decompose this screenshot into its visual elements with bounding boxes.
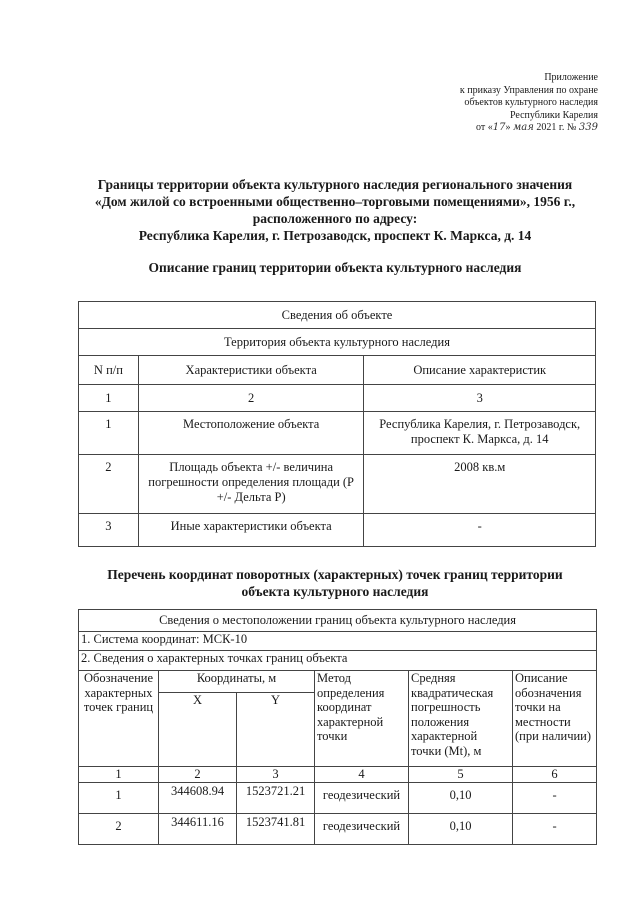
header-x: X [159,693,237,767]
approval-line: Республики Карелия [509,109,598,121]
point-error: 0,10 [409,813,513,844]
point-description: - [513,782,597,813]
numbering-cell: 1 [79,385,139,412]
header-coordinates: Координаты, м [159,671,315,693]
coords-table-title: Сведения о местоположении границ объекта культурного наследия [79,610,597,632]
section1-title: Описание границ территории объекта культурного наследия [148,260,522,275]
heading-line: Границы территории объекта культурного наследия регионального значения [97,177,573,192]
table-row [79,782,597,813]
date-prefix: от « [476,122,493,133]
row-characteristic: Площадь объекта +/- величина погрешности определения площади (P +/- Дельта P) [138,455,364,514]
row-description: 2008 кв.м [364,455,596,514]
numbering-cell: 3 [364,385,596,412]
point-error: 0,10 [409,782,513,813]
coord-x: 344611.16 [159,813,237,844]
table-row [79,813,597,844]
approval-line: Приложение [544,72,598,83]
numbering-cell: 5 [409,767,513,783]
date-year: 2021 г. № [536,122,577,133]
numbering-cell: 6 [513,767,597,783]
header-cell: N п/п [79,356,139,385]
table-row [79,455,596,514]
header-description: Описание обозначения точки на местности (при наличии) [513,671,597,767]
row-characteristic: Иные характеристики объекта [138,514,364,547]
section2-title-line: Перечень координат поворотных (характерных) точек границ территории [107,567,563,582]
date-month: мая [513,122,534,133]
table-row [79,514,596,547]
header-cell: Описание характеристик [364,356,596,385]
table-title: Сведения об объекте [79,302,596,329]
coord-y: 1523741.81 [237,813,315,844]
object-info-table [78,301,596,547]
document-heading [40,176,630,244]
section2-title [40,566,630,600]
heading-line: «Дом жилой со встроенными общественно–торговыми помещениями», 1956 г., [94,194,576,209]
header-cell: Характеристики объекта [138,356,364,385]
numbering-cell: 1 [79,767,159,783]
numbering-cell: 4 [315,767,409,783]
heading-line: Республика Карелия, г. Петрозаводск, проспект К. Маркса, д. 14 [138,228,532,243]
header-y: Y [237,693,315,767]
header-designation: Обозначение характерных точек границ [79,671,159,767]
date-day: 17 [492,122,506,133]
numbering-cell: 2 [138,385,364,412]
approval-line: к приказу Управления по охране [459,84,598,96]
row-number: 1 [79,412,139,455]
point-id: 2 [79,813,159,844]
row-description: Республика Карелия, г. Петрозаводск, проспект К. Маркса, д. 14 [364,412,596,455]
point-method: геодезический [315,782,409,813]
numbering-cell: 3 [237,767,315,783]
header-method: Метод определения координат характерной точки [315,671,409,767]
date-mid: » [505,122,511,133]
row-number: 2 [79,455,139,514]
table-subtitle: Территория объекта культурного наследия [79,329,596,356]
coordinates-table [78,609,597,845]
approval-date-line [460,122,598,135]
point-description: - [513,813,597,844]
coord-x: 344608.94 [159,782,237,813]
order-number: 339 [578,122,598,133]
coord-y: 1523721.21 [237,782,315,813]
coordinate-system: 1. Система координат: МСК-10 [79,632,597,651]
heading-line: расположенного по адресу: [252,211,418,226]
row-description: - [364,514,596,547]
row-characteristic: Местоположение объекта [138,412,364,455]
points-caption: 2. Сведения о характерных точках границ объекта [79,651,597,671]
point-id: 1 [79,782,159,813]
table-row [79,412,596,455]
approval-block [460,72,598,135]
section2-title-line: объекта культурного наследия [241,584,429,599]
header-error: Средняя квадратическая погрешность положения характерной точки (Mt), м [409,671,513,767]
approval-line: объектов культурного наследия [464,97,598,108]
row-number: 3 [79,514,139,547]
point-method: геодезический [315,813,409,844]
numbering-cell: 2 [159,767,237,783]
